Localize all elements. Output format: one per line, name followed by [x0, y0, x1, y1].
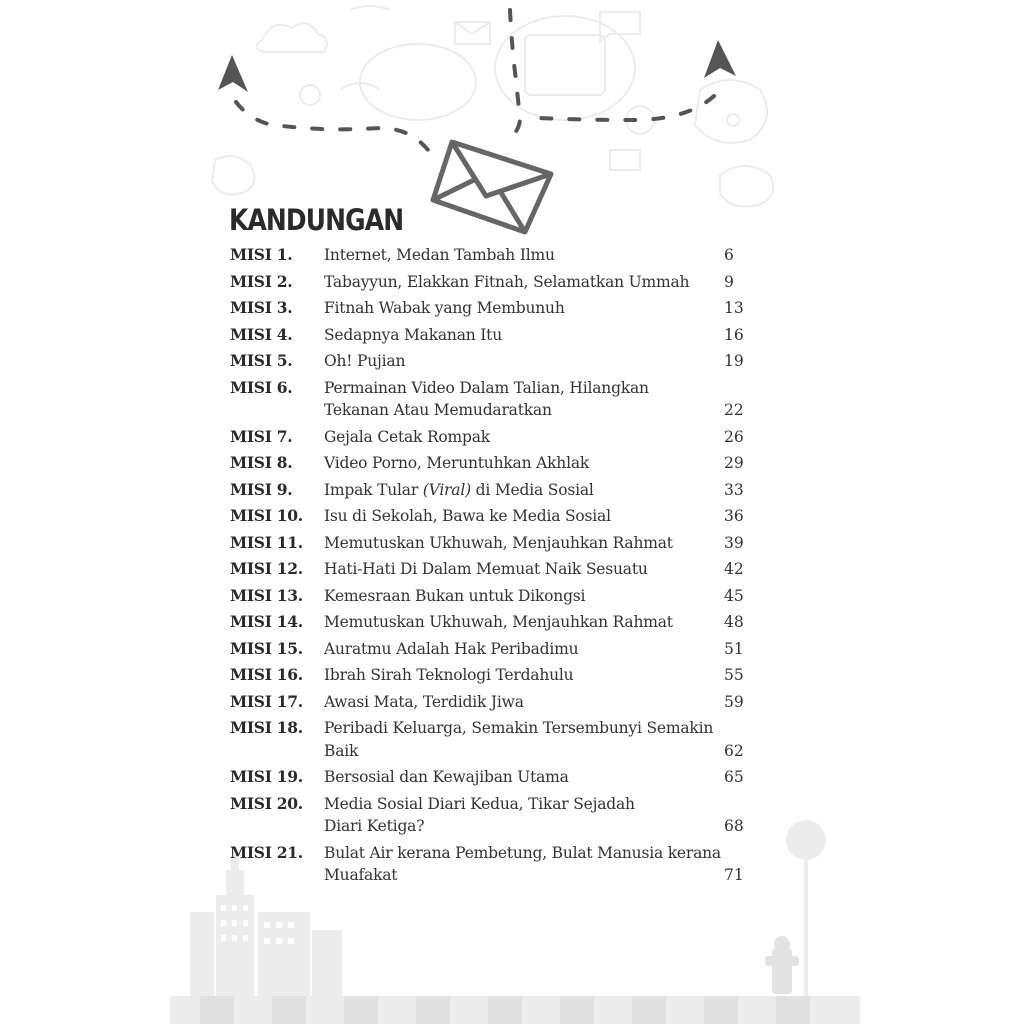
- toc-entry-page: 13: [724, 299, 744, 317]
- toc-entry-label: MISI 8.: [230, 453, 293, 472]
- toc-entry-page: 22: [724, 401, 744, 419]
- toc-entry-title: [324, 664, 724, 687]
- toc-entry-page: 19: [724, 352, 744, 370]
- toc-entry-label: MISI 11.: [230, 532, 303, 552]
- toc-entry-title-line: Hati-Hati Di Dalam Memuat Naik Sesuatu: [324, 560, 648, 578]
- toc-entry-label: MISI 15.: [230, 638, 303, 658]
- toc-entry-title-line: Internet, Medan Tambah Ilmu: [324, 246, 555, 264]
- chat-bubble-icon: [600, 12, 640, 42]
- table-of-contents: [230, 244, 750, 891]
- toc-entry: [230, 638, 750, 661]
- paper-plane-icon: [704, 40, 736, 78]
- toc-entry-title-line: Diari Ketiga?: [324, 817, 425, 835]
- toc-entry-title-line: Tekanan Atau Memudaratkan: [324, 401, 552, 419]
- toc-entry-title-line: Permainan Video Dalam Talian, Hilangkan: [324, 378, 649, 397]
- toc-entry-label: MISI 4.: [230, 324, 293, 344]
- toc-entry-title: [324, 638, 724, 661]
- paper-plane-icon: [218, 55, 248, 92]
- toc-entry-page: 71: [724, 866, 744, 884]
- toc-entry: [230, 717, 750, 762]
- toc-entry-title: [324, 717, 724, 762]
- toc-entry-title: [324, 324, 724, 347]
- toc-entry-page: 9: [724, 272, 734, 291]
- toc-entry-title: [324, 842, 724, 887]
- toc-entry-title-line: Impak Tular (Viral) di Media Sosial: [324, 480, 594, 499]
- toc-entry-label: MISI 1.: [230, 245, 293, 264]
- toc-entry-title: [324, 244, 724, 267]
- toc-entry-title: [324, 377, 724, 422]
- toc-entry-label: MISI 21.: [230, 842, 303, 862]
- toc-entry-label: MISI 9.: [230, 479, 293, 499]
- toc-entry-title-line: Gejala Cetak Rompak: [324, 427, 491, 446]
- toc-entry: [230, 479, 750, 502]
- toc-entry: [230, 271, 750, 294]
- toc-entry-label: MISI 13.: [230, 585, 303, 605]
- toc-entry-label: MISI 12.: [230, 559, 303, 578]
- toc-entry: [230, 842, 750, 887]
- mail-doodle-icon: [455, 22, 490, 44]
- toc-entry-title: [324, 426, 724, 449]
- toc-entry-page: 65: [724, 768, 744, 786]
- toc-entry: [230, 452, 750, 475]
- toc-entry-title-line: Auratmu Adalah Hak Peribadimu: [324, 639, 579, 658]
- toc-entry: [230, 691, 750, 714]
- toc-entry-title-line: Video Porno, Meruntuhkan Akhlak: [324, 454, 590, 472]
- toc-entry-title-line: Bersosial dan Kewajiban Utama: [324, 768, 569, 786]
- toc-entry-page: 33: [724, 480, 744, 499]
- toc-entry-page: 6: [724, 246, 734, 264]
- toc-entry-page: 42: [724, 560, 744, 578]
- toc-entry: [230, 585, 750, 608]
- toc-entry-title: [324, 350, 724, 373]
- toc-entry-page: 45: [724, 586, 744, 605]
- toc-entry-title-line: Isu di Sekolah, Bawa ke Media Sosial: [324, 507, 611, 525]
- toc-entry: [230, 297, 750, 320]
- toc-entry-label: MISI 14.: [230, 612, 303, 631]
- toc-entry-label: MISI 10.: [230, 506, 303, 525]
- toc-entry: [230, 532, 750, 555]
- toc-entry: [230, 664, 750, 687]
- fire-hydrant-icon: [765, 936, 799, 994]
- toc-entry: [230, 793, 750, 838]
- toc-entry-label: MISI 3.: [230, 298, 293, 317]
- toc-entry-label: MISI 16.: [230, 665, 303, 684]
- toc-entry-title-line: Bulat Air kerana Pembetung, Bulat Manusia kerana: [324, 843, 721, 862]
- toc-entry-title: [324, 452, 724, 475]
- toc-entry-page: 68: [724, 817, 744, 835]
- toc-entry-title-line: Media Sosial Diari Kedua, Tikar Sejadah: [324, 794, 635, 813]
- toc-entry: [230, 324, 750, 347]
- toc-entry-page: 39: [724, 533, 744, 552]
- toc-entry-title: [324, 766, 724, 789]
- toc-entry-label: MISI 18.: [230, 718, 303, 737]
- toc-entry-title-line: Ibrah Sirah Teknologi Terdahulu: [324, 666, 574, 684]
- tablet-doodle-icon: [525, 35, 605, 95]
- toc-entry-page: 59: [724, 692, 744, 711]
- toc-entry: [230, 377, 750, 422]
- toc-entry-title-line: Tabayyun, Elakkan Fitnah, Selamatkan Ummah: [324, 272, 690, 291]
- toc-entry: [230, 350, 750, 373]
- toc-entry: [230, 426, 750, 449]
- toc-entry-title-line: Memutuskan Ukhuwah, Menjauhkan Rahmat: [324, 533, 673, 552]
- dashed-path-left: [236, 102, 428, 150]
- toc-entry-title-line: Oh! Pujian: [324, 352, 406, 370]
- toc-entry: [230, 611, 750, 634]
- toc-entry-title-line: Peribadi Keluarga, Semakin Tersembunyi Semakin: [324, 719, 714, 737]
- toc-entry-title: [324, 297, 724, 320]
- toc-entry-page: 26: [724, 427, 744, 446]
- toc-entry-page: 55: [724, 666, 744, 684]
- toc-entry-title: [324, 505, 724, 528]
- speech-bubble-icon: [360, 44, 476, 120]
- toc-entry-label: MISI 20.: [230, 793, 303, 813]
- toc-entry: [230, 244, 750, 267]
- toc-entry-title: [324, 558, 724, 581]
- toc-entry-label: MISI 5.: [230, 351, 293, 370]
- toc-entry-page: 48: [724, 613, 744, 631]
- cloud-doodle-icon: [256, 23, 326, 52]
- toc-entry-title-line: Sedapnya Makanan Itu: [324, 325, 502, 344]
- toc-entry: [230, 505, 750, 528]
- toc-entry-title-line: Memutuskan Ukhuwah, Menjauhkan Rahmat: [324, 613, 673, 631]
- toc-entry-title-line: Muafakat: [324, 866, 398, 884]
- toc-entry-page: 51: [724, 639, 744, 658]
- page-title: KANDUNGAN: [229, 203, 404, 237]
- toc-entry-title-line: Fitnah Wabak yang Membunuh: [324, 299, 565, 317]
- toc-entry-page: 62: [724, 741, 744, 760]
- toc-entry-title: [324, 271, 724, 294]
- toc-entry-label: MISI 17.: [230, 691, 303, 711]
- toc-entry-title-line: Kemesraan Bukan untuk Dikongsi: [324, 586, 586, 605]
- toc-entry-title-line: Awasi Mata, Terdidik Jiwa: [324, 692, 524, 711]
- toc-entry-label: MISI 6.: [230, 377, 293, 397]
- toc-entry-title: [324, 585, 724, 608]
- toc-entry-title: [324, 532, 724, 555]
- toc-entry-label: MISI 7.: [230, 426, 293, 446]
- music-note-icon: [695, 80, 767, 143]
- toc-entry: [230, 766, 750, 789]
- toc-entry: [230, 558, 750, 581]
- toc-entry-title: [324, 691, 724, 714]
- toc-entry-page: 36: [724, 507, 744, 525]
- toc-entry-title: [324, 611, 724, 634]
- toc-entry-label: MISI 2.: [230, 271, 293, 291]
- toc-entry-page: 16: [724, 325, 744, 344]
- toc-entry-title: [324, 793, 724, 838]
- envelope-icon: [433, 142, 551, 232]
- toc-entry-label: MISI 19.: [230, 767, 303, 786]
- toc-entry-page: 29: [724, 454, 744, 472]
- toc-entry-title-line: Baik: [324, 741, 359, 760]
- toc-entry-title: [324, 479, 724, 502]
